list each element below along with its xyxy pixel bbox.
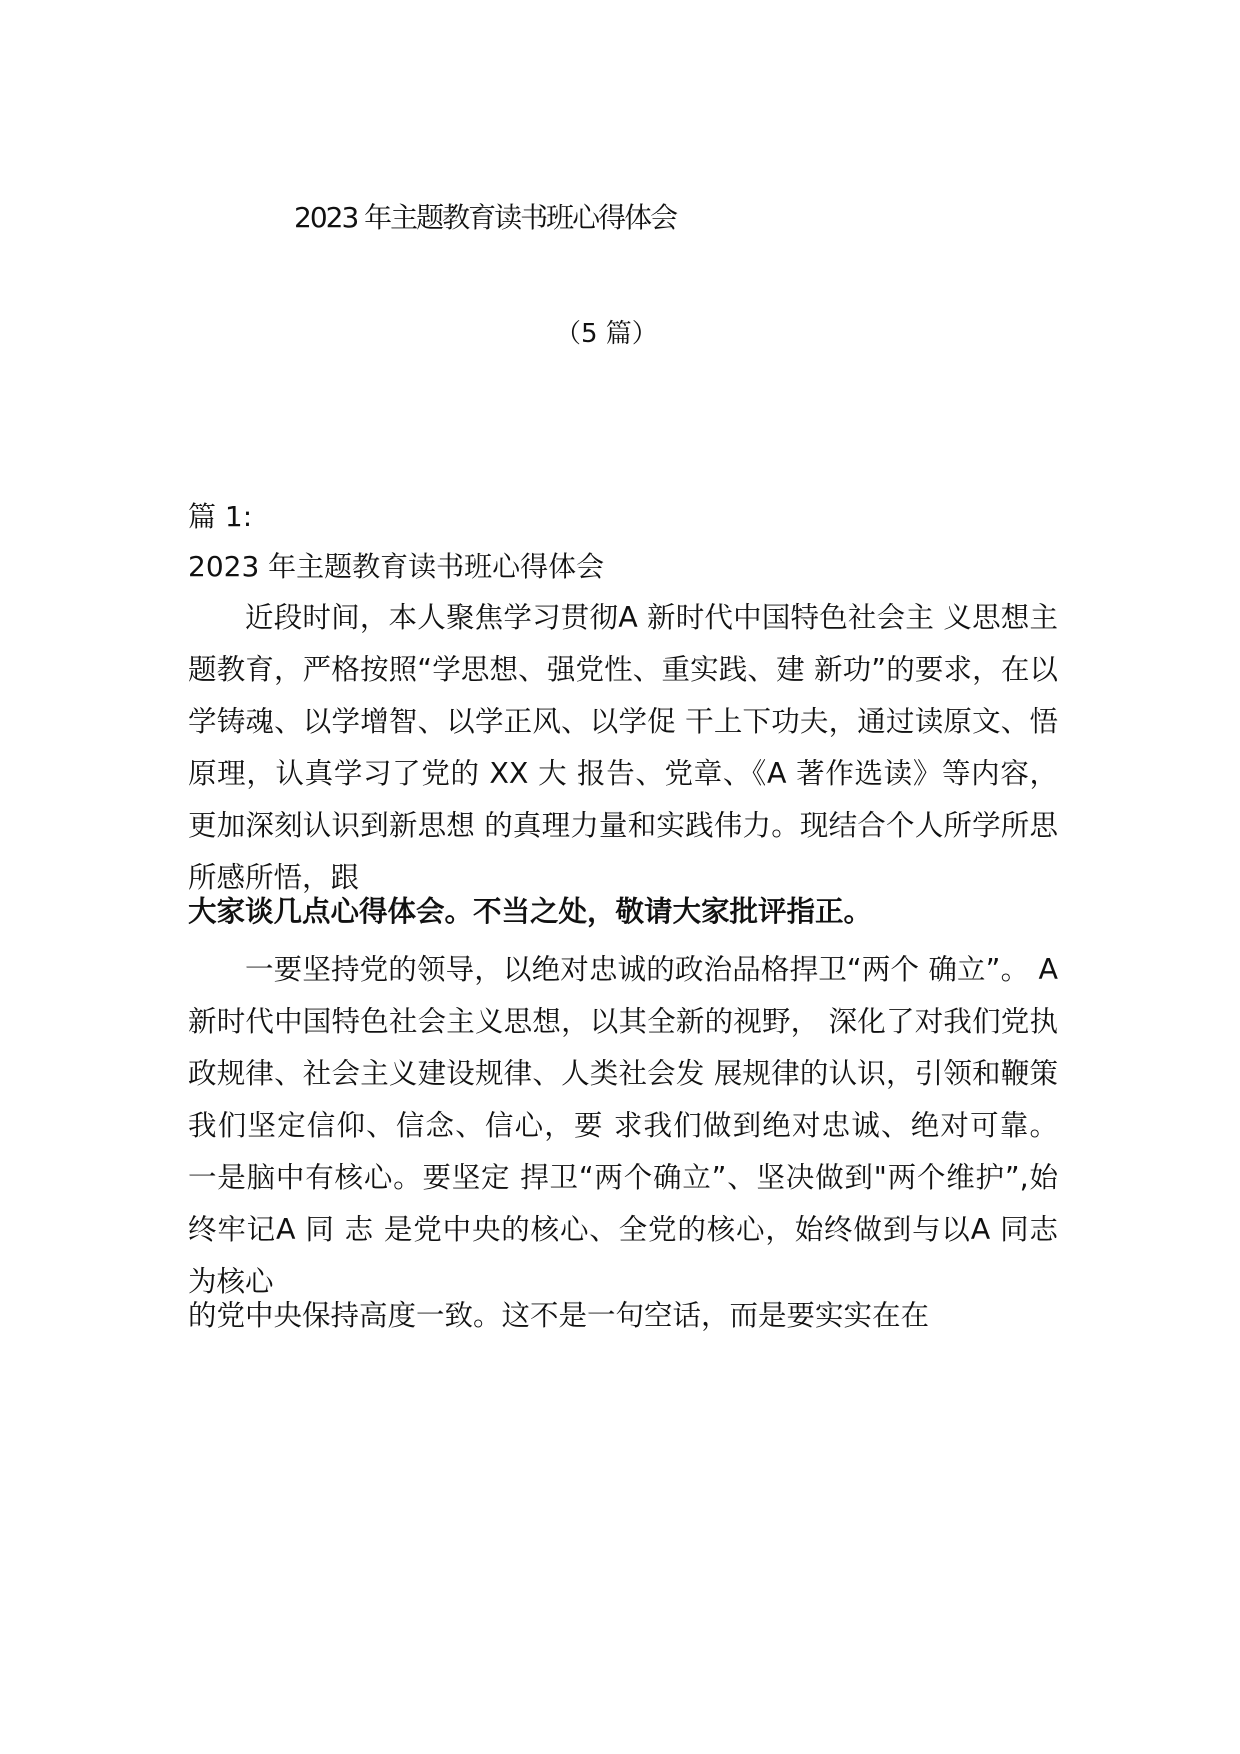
document-subtitle: （5 篇） [555,319,658,349]
paragraph-1: 近段时间，本人聚焦学习贯彻A 新时代中国特色社会主 义思想主题教育，严格按照“学思想、强党性、重实践、建 新功”的要求，在以学铸魂、以学增智、以学正风、以学促 干上下功夫，通过读原文、悟原理，认真学习了党的 XX 大 报告、党章、《A 著作选读》等内容，更加深刻认识到新思想 的真理力量和实践伟力。现结合个人所学所思所感所悟，跟 [188,601,1058,894]
paragraph-4: 的党中央保持高度一致。这不是一句空话，而是要实实在在 [188,1299,930,1332]
paragraph-2: 大家谈几点心得体会。不当之处，敬请大家批评指正。 [188,895,873,928]
section-title: 2023 年主题教育读书班心得体会 [188,550,605,583]
section-label: 篇 1: [188,500,253,533]
document-title: 2023 年主题教育读书班心得体会 [294,201,677,234]
paragraph-3: 一要坚持党的领导，以绝对忠诚的政治品格捍卫“两个 确立”。 A 新时代中国特色社会主义思想，以其全新的视野， 深化了对我们党执政规律、社会主义建设规律、人类社会发 展规律的认识，引领和鞭策我们坚定信仰、信念、信心，要 求我们做到绝对忠诚、绝对可靠。 一是脑中有核心。要坚定 捍卫“两个确立”、坚决做到"两个维护”,始终牢记A 同 志 是党中央的核心、全党的核心，始终做到与以A 同志为核心 [188,953,1058,1298]
